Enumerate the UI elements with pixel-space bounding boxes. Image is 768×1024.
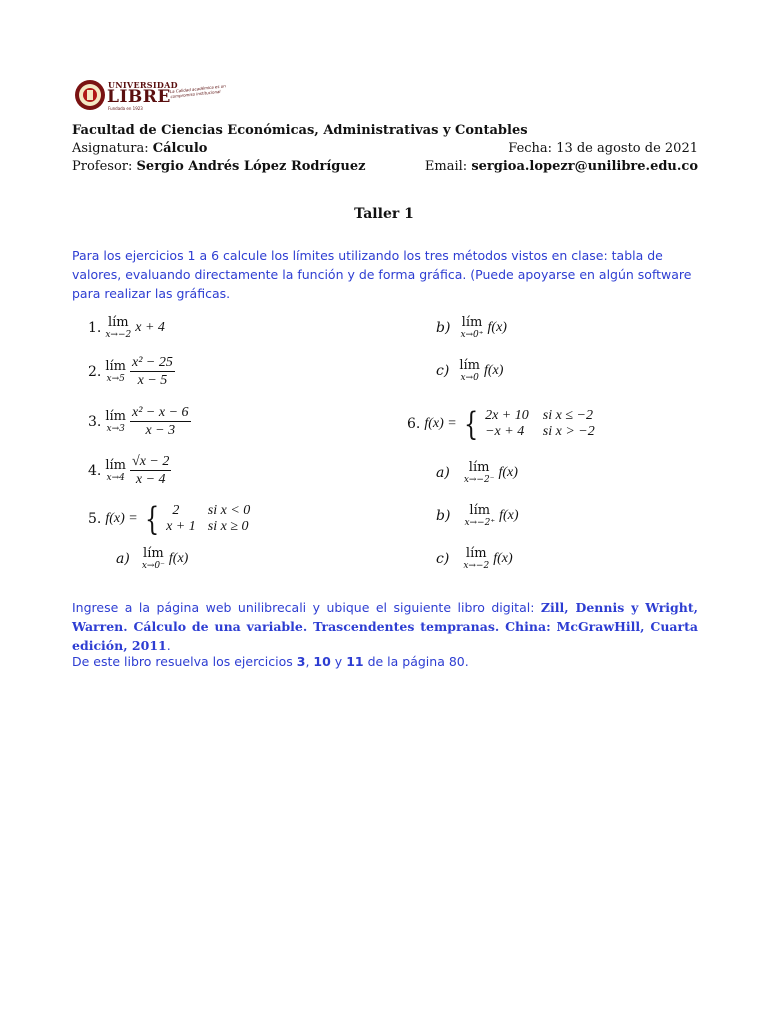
function-label: f(x) = [105, 511, 138, 526]
fraction: $\frac{\text{x² − 25}}{x - 5}$ [132, 355, 173, 388]
exercise-5 [88, 500, 256, 538]
date-value: 13 de agosto de 2021 [556, 141, 698, 156]
email-label: Email: [424, 159, 472, 174]
logo-top-text: UNIVERSIDAD [108, 80, 178, 90]
logo-founded: Fundada en 1923 [108, 106, 143, 111]
limit-operator: lím x→−2 [463, 546, 490, 571]
book-intro: Ingrese a la página web unilibrecali y ubique el siguiente libro digital: [72, 600, 541, 615]
exercise-ref-10: 10 [313, 654, 331, 669]
limit-operator: lím x→−2⁺ [464, 503, 496, 528]
exercise-3 [88, 404, 191, 439]
left-brace-icon: { [144, 500, 160, 538]
faculty-name: Facultad de Ciencias Económicas, Administrativas y Contables [72, 123, 528, 138]
subject-label: Asignatura: [72, 141, 153, 156]
university-logo [74, 78, 230, 112]
date-line [508, 140, 698, 158]
exercise-number: 3. [88, 413, 102, 430]
separator: y [330, 654, 347, 669]
professor-line [72, 158, 366, 176]
exercise-6 [407, 405, 601, 443]
separator: , [305, 654, 314, 669]
limit-operator: lím x→4 [105, 457, 127, 483]
subject-line [72, 140, 207, 158]
intro-paragraph: Para los ejercicios 1 a 6 calcule los límites utilizando los tres métodos vistos en clase: tabla de valores, evaluando directamente la función y de forma gráfica. (Puede apoyarse en algún software para realizar las gráficas. [72, 248, 692, 301]
limit-expression: x + 4 [135, 320, 165, 335]
book-reference: Zill, Dennis y Wright, Warren. Cálculo de una variable. Trascendentes tempranas. China: McGrawHill, Cuarta edición, 2011 [72, 600, 698, 653]
email-line [425, 158, 698, 176]
piecewise-cases: 2x + 10 si x ≤ −2 −x + 4 si x > −2 [485, 408, 595, 439]
exercise-number: 6. [407, 416, 421, 432]
limit-operator: lím x→5 [105, 358, 127, 384]
logo-main-text: LIBRE [107, 87, 171, 107]
logo-tagline: La Calidad académica es un compromiso institucional [169, 83, 226, 100]
limit-expression: f(x) [487, 320, 507, 335]
limit-expression: f(x) [168, 551, 189, 566]
function-label: f(x) = [424, 416, 457, 431]
exercise-6a [436, 461, 518, 485]
subitem-label: b) [436, 508, 451, 524]
limit-expression: f(x) [483, 363, 504, 378]
limit-operator: lím x→0 [459, 358, 480, 383]
subitem-label: a) [436, 465, 450, 481]
limit-operator: lím x→3 [105, 408, 127, 434]
fraction: $\frac{√x - 2}{x - 4}$ [132, 454, 170, 487]
subject-value: Cálculo [152, 141, 208, 156]
limit-operator: lím x→0⁻ [141, 546, 165, 571]
exercise-number: 1. [88, 320, 102, 336]
fraction: $\frac{\text{x² − x − 6}}{x - 3}$ [132, 405, 189, 438]
piecewise-cases: 2 si x < 0 x + 1 si x ≥ 0 [166, 503, 251, 534]
exercise-number: 2. [88, 363, 102, 380]
limit-expression: f(x) [498, 465, 518, 480]
subitem-label: c) [436, 551, 450, 567]
exercise-5c [436, 359, 503, 383]
subitem-label: b) [436, 320, 451, 336]
date-label: Fecha: [508, 141, 557, 156]
professor-value: Sergio Andrés López Rodríguez [136, 159, 366, 174]
document-title: Taller 1 [354, 206, 414, 222]
left-brace-icon: { [463, 405, 479, 443]
book-end: . [166, 638, 171, 653]
exercise-ref-3: 3 [296, 654, 306, 669]
limit-operator: lím x→−2⁻ [463, 460, 495, 485]
professor-label: Profesor: [72, 159, 137, 174]
exercise-6b [436, 504, 519, 528]
exercise-number: 5. [88, 511, 102, 527]
book-exercises-intro: De este libro resuelva los ejercicios [72, 654, 297, 669]
exercise-4 [88, 453, 171, 488]
exercise-ref-11: 11 [346, 654, 364, 669]
exercise-1 [88, 316, 165, 340]
limit-expression: f(x) [499, 508, 519, 523]
subitem-label: a) [116, 551, 130, 567]
email-value: sergioa.lopezr@unilibre.edu.co [471, 159, 698, 174]
book-page-ref: de la página 80. [363, 654, 469, 669]
limit-operator: lím x→−2 [105, 315, 132, 340]
exercise-2 [88, 354, 175, 389]
limit-operator: lím x→0⁺ [460, 315, 484, 340]
exercise-5a [116, 547, 188, 571]
book-paragraph [72, 598, 698, 655]
exercise-number: 4. [88, 462, 102, 479]
exercise-6c [436, 547, 513, 571]
exercise-5b [436, 316, 507, 340]
subitem-label: c) [436, 363, 450, 379]
limit-expression: f(x) [493, 551, 513, 566]
book-exercises-line [72, 652, 698, 671]
